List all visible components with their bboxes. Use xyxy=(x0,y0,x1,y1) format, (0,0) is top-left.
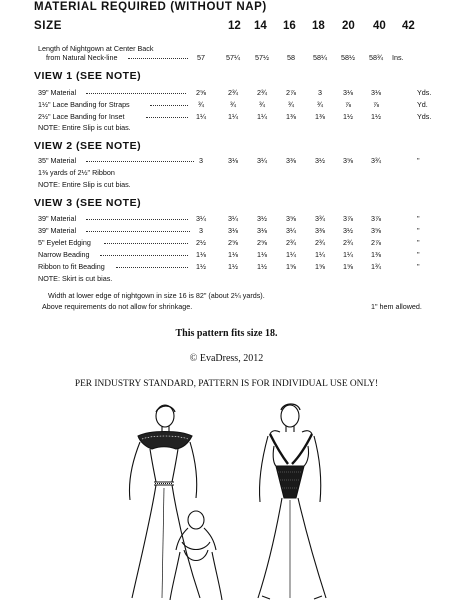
size-40-header: 40 xyxy=(373,20,386,32)
fits-size-text: This pattern fits size 18. xyxy=(175,328,278,339)
cell: 3⅝ xyxy=(371,226,381,235)
row-label: 1½" Lace Banding for Straps xyxy=(38,100,130,109)
footnote-width: Width at lower edge of nightgown in size 16 is 82" (about 2¼ yards). xyxy=(48,291,265,300)
size-label: SIZE xyxy=(34,20,62,32)
cell: 3⅛ xyxy=(228,226,238,235)
cell: 58¼ xyxy=(313,53,327,62)
view1-row-2 xyxy=(0,100,453,112)
leader-dots xyxy=(128,58,188,59)
leader-dots xyxy=(100,255,188,256)
view2-title: VIEW 2 (SEE NOTE) xyxy=(34,140,142,152)
nightgown-illustration xyxy=(0,402,453,600)
size-20-header: 20 xyxy=(342,20,355,32)
cell: ¾ xyxy=(259,100,265,109)
size-18-header: 18 xyxy=(312,20,325,32)
cell: 3½ xyxy=(343,226,353,235)
cell: 1½ xyxy=(343,112,353,121)
cell: 1¼ xyxy=(228,112,238,121)
view1-row-1 xyxy=(0,88,453,100)
cell: 1⅜ xyxy=(286,112,296,121)
cell: 3 xyxy=(199,156,203,165)
cell: 2¾ xyxy=(286,238,296,247)
cell: 1⅛ xyxy=(196,250,206,259)
unit: " xyxy=(417,238,420,247)
cell: 3 xyxy=(318,88,322,97)
unit: " xyxy=(417,226,420,235)
cell: 3⅛ xyxy=(228,156,238,165)
view1-title: VIEW 1 (SEE NOTE) xyxy=(34,70,142,82)
cell: 1¼ xyxy=(315,250,325,259)
unit: Yds. xyxy=(417,112,432,121)
row-label: 35" Material xyxy=(38,156,77,165)
cell: 1½ xyxy=(371,112,381,121)
cell: 1⅛ xyxy=(228,250,238,259)
leader-dots xyxy=(150,105,188,106)
view2-row-1 xyxy=(0,156,453,168)
cell: 2⅝ xyxy=(196,88,206,97)
leader-dots xyxy=(86,231,190,232)
cell: 58½ xyxy=(341,53,355,62)
cell: 3⅛ xyxy=(343,88,353,97)
cell: 3¾ xyxy=(371,156,381,165)
cell: ¾ xyxy=(288,100,294,109)
cell: 1¼ xyxy=(257,112,267,121)
view3-row-4 xyxy=(0,250,453,262)
cell: 1¼ xyxy=(343,250,353,259)
cell: 1½ xyxy=(228,262,238,271)
cell: 3¼ xyxy=(286,226,296,235)
view3-row-2 xyxy=(0,226,453,238)
row-label: 39" Material xyxy=(38,214,77,223)
right-gown-figure xyxy=(258,404,326,599)
size-12-header: 12 xyxy=(228,20,241,32)
cell: 3¾ xyxy=(315,214,325,223)
view3-note: NOTE: Skirt is cut bias. xyxy=(38,274,113,283)
cell: 2⅝ xyxy=(257,238,267,247)
cell: 3¼ xyxy=(196,214,206,223)
cell: 2½ xyxy=(196,238,206,247)
cell: ⅞ xyxy=(373,100,379,109)
copyright-text: © EvaDress, 2012 xyxy=(189,353,264,364)
row-label: 5" Eyelet Edging xyxy=(38,238,91,247)
length-label-line1: Length of Nightgown at Center Back xyxy=(38,44,154,53)
leader-dots xyxy=(86,219,188,220)
cell: 3⅝ xyxy=(286,214,296,223)
cell: 58 xyxy=(287,53,295,62)
unit: " xyxy=(417,214,420,223)
left-gown-figure xyxy=(129,405,200,598)
cell: 3⅛ xyxy=(257,226,267,235)
cell: 3⅛ xyxy=(371,88,381,97)
cell: 1¼ xyxy=(286,250,296,259)
cell: 1⅜ xyxy=(371,250,381,259)
cell: ¾ xyxy=(230,100,236,109)
leader-dots xyxy=(146,117,188,118)
unit: Yd. xyxy=(417,100,428,109)
cell: 3½ xyxy=(315,156,325,165)
size-42-header: 42 xyxy=(402,20,415,32)
cell: 2⅞ xyxy=(371,238,381,247)
unit: " xyxy=(417,156,420,165)
cell: 3 xyxy=(199,226,203,235)
cell: 1⅝ xyxy=(286,262,296,271)
cell: 2¾ xyxy=(315,238,325,247)
cell: 1⅜ xyxy=(315,112,325,121)
cell: 1½ xyxy=(257,262,267,271)
cell: 3⅞ xyxy=(343,214,353,223)
cell: 58¾ xyxy=(369,53,383,62)
leader-dots xyxy=(86,161,194,162)
cell: 2¾ xyxy=(257,88,267,97)
row-label: 39" Material xyxy=(38,88,77,97)
row-label: 2½" Lace Banding for Inset xyxy=(38,112,125,121)
cell: 2¾ xyxy=(343,238,353,247)
length-label-line2: from Natural Neck-line xyxy=(46,53,118,62)
cell: 1⅛ xyxy=(257,250,267,259)
view2-note: NOTE: Entire Slip is cut bias. xyxy=(38,180,131,189)
cell: 3¼ xyxy=(228,214,238,223)
cell: 3⅜ xyxy=(286,156,296,165)
cell: 1¼ xyxy=(196,112,206,121)
view1-note: NOTE: Entire Slip is cut bias. xyxy=(38,123,131,132)
cell: 2⅝ xyxy=(228,238,238,247)
cell: 57¼ xyxy=(226,53,240,62)
cell: ¾ xyxy=(198,100,204,109)
unit: Ins. xyxy=(392,53,404,62)
footnote-hem: 1" hem allowed. xyxy=(371,302,422,311)
cell: 3¼ xyxy=(257,156,267,165)
unit: Yds. xyxy=(417,88,432,97)
cell: 3⅝ xyxy=(343,156,353,165)
unit: " xyxy=(417,250,420,259)
row-label: Ribbon to fit Beading xyxy=(38,262,105,271)
leader-dots xyxy=(104,243,188,244)
cell: ⅞ xyxy=(345,100,351,109)
row-label: 39" Material xyxy=(38,226,77,235)
cell: 57 xyxy=(197,53,205,62)
cell: 1⅝ xyxy=(315,262,325,271)
material-heading: MATERIAL REQUIRED (WITHOUT NAP) xyxy=(34,1,267,13)
row-label: Narrow Beading xyxy=(38,250,90,259)
cell: 1¾ xyxy=(371,262,381,271)
cell: 3⅞ xyxy=(371,214,381,223)
cell: 2¾ xyxy=(228,88,238,97)
cell: 3½ xyxy=(257,214,267,223)
leader-dots xyxy=(116,267,188,268)
size-header-row xyxy=(34,20,444,36)
cell: 3⅜ xyxy=(315,226,325,235)
industry-notice: PER INDUSTRY STANDARD, PATTERN IS FOR INDIVIDUAL USE ONLY! xyxy=(74,379,379,389)
leader-dots xyxy=(86,93,186,94)
footnote-shrinkage: Above requirements do not allow for shrinkage. xyxy=(42,302,193,311)
cell: 1⅝ xyxy=(343,262,353,271)
cell: 57½ xyxy=(255,53,269,62)
view3-row-5 xyxy=(0,262,453,274)
view3-row-3 xyxy=(0,238,453,250)
size-16-header: 16 xyxy=(283,20,296,32)
length-row xyxy=(0,53,453,65)
cell: ¾ xyxy=(317,100,323,109)
view3-title: VIEW 3 (SEE NOTE) xyxy=(34,197,142,209)
unit: " xyxy=(417,262,420,271)
cell: 2⅞ xyxy=(286,88,296,97)
cell: 1½ xyxy=(196,262,206,271)
view2-ribbon: 1⅜ yards of 2½" Ribbon xyxy=(38,168,115,177)
view3-row-1 xyxy=(0,214,453,226)
size-14-header: 14 xyxy=(254,20,267,32)
